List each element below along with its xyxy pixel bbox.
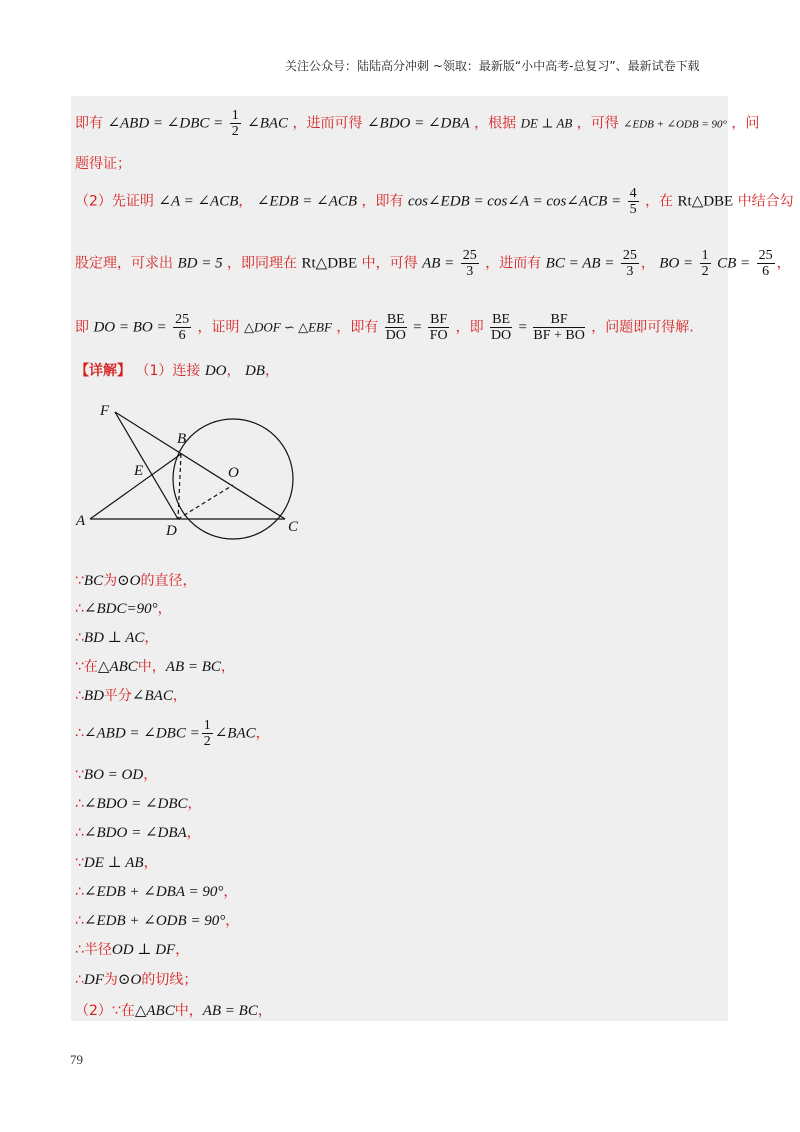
proof-tail: ， bbox=[220, 659, 235, 675]
proof-line bbox=[75, 1000, 272, 1020]
proof-post: 平分 bbox=[103, 688, 132, 704]
proof-sym: ∴ bbox=[75, 601, 84, 617]
proof-post: 为 bbox=[103, 573, 118, 589]
proof-post: ， bbox=[144, 630, 159, 646]
proof-sym: ∴ bbox=[75, 913, 84, 929]
proof-sym: ∴ bbox=[75, 942, 84, 958]
proof-post: 为 bbox=[103, 972, 118, 988]
proof-tail: 的切线； bbox=[141, 972, 198, 988]
proof-math: BO = OD bbox=[83, 767, 144, 783]
proof-math2: AB = BC bbox=[165, 659, 221, 675]
proof-math: BD bbox=[83, 688, 104, 704]
proof-line bbox=[75, 881, 237, 901]
analysis-line-5: 即 DO = BO = $\frac{25}{6}$ ，证明 △DOF ∽ △EBF ，即有 $\frac{BE}{DO}$ = $\frac{BF}{FO}$ ，即 $\frac{BE}{DO}$ = $\frac{BF}{BF + BO}$ ，问题即可得解. bbox=[75, 312, 694, 343]
proof-post: 中， bbox=[174, 1003, 203, 1019]
geometry-figure bbox=[70, 395, 320, 555]
detail-heading: 【详解】 （1）连接 DO， DB， bbox=[75, 363, 279, 379]
proof-math: ∠EDB + ∠DBA = 90° bbox=[83, 884, 224, 900]
proof-math: OD ⊥ DF bbox=[111, 942, 176, 958]
proof-math2: ∠BAC bbox=[214, 725, 256, 742]
proof-line bbox=[75, 939, 189, 959]
proof-tail: ， bbox=[257, 1003, 272, 1019]
fraction: $\frac{1}{2}$ bbox=[231, 108, 239, 139]
proof-pre: 半径 bbox=[83, 942, 112, 958]
proof-post: ， bbox=[186, 825, 201, 841]
proof-math: ∠EDB + ∠ODB = 90° bbox=[83, 913, 226, 929]
segment-fd bbox=[115, 412, 178, 519]
page-header: 关注公众号：陆陆高分冲刺 ~领取：最新版“小中高考-总复习”、最新试卷下载 bbox=[285, 59, 700, 73]
label-c: C bbox=[288, 519, 299, 535]
proof-sym: ∴ bbox=[75, 688, 84, 704]
proof-sym: ∴ bbox=[75, 796, 84, 812]
proof-math: DF bbox=[83, 972, 104, 988]
proof-sym: ∵ bbox=[75, 855, 84, 871]
proof-line bbox=[75, 685, 187, 705]
label-a: A bbox=[76, 513, 86, 529]
proof-post: ， bbox=[157, 601, 172, 617]
proof-math: ∠ABD = ∠DBC = bbox=[83, 725, 200, 742]
proof-sym: ∴ bbox=[75, 630, 84, 646]
proof-math: ∠BDO = ∠DBA bbox=[83, 825, 187, 841]
proof-math: DE ⊥ AB bbox=[83, 855, 144, 871]
proof-math2: AB = BC bbox=[202, 1003, 258, 1019]
proof-line bbox=[75, 598, 172, 618]
proof-line bbox=[75, 822, 201, 842]
analysis-line-4: 股定理，可求出 BD = 5 ，即同理在 Rt△DBE 中，可得 AB = $\frac{25}{3}$ ，进而有 BC = AB = $\frac{25}{3}$ ， BO = $\frac{1}{2}$ CB = $\frac{25}{6}$ ， bbox=[75, 248, 791, 279]
proof-sym: （2）∵ bbox=[75, 1003, 121, 1019]
proof-math: BC bbox=[83, 573, 104, 589]
proof-post: ， bbox=[143, 767, 158, 783]
proof-math2: ⊙O bbox=[117, 972, 142, 988]
proof-math: BD ⊥ AC bbox=[83, 630, 145, 646]
label-d: D bbox=[166, 523, 177, 539]
label-o: O bbox=[228, 465, 239, 481]
analysis-line-1: 即有 ∠ABD = ∠DBC = $\frac{1}{2}$ ∠BAC ，进而可得 ∠BDO = ∠DBA ，根据 DE ⊥ AB ，可得 ∠EDB + ∠ODB = 90° ，问 bbox=[75, 108, 760, 139]
proof-line bbox=[75, 764, 157, 784]
label-b: B bbox=[177, 431, 187, 447]
label-f: F bbox=[100, 403, 110, 419]
proof-line bbox=[75, 570, 197, 590]
proof-math: △ABC bbox=[134, 1003, 175, 1019]
proof-math2: ∠BAC bbox=[131, 688, 173, 704]
proof-sym: ∴ bbox=[75, 725, 84, 742]
proof-pre: 在 bbox=[83, 659, 98, 675]
proof-post: ， bbox=[187, 796, 202, 812]
label-e: E bbox=[134, 463, 144, 479]
proof-sym: ∵ bbox=[75, 767, 84, 783]
proof-tail: ， bbox=[255, 725, 270, 742]
analysis-line-3: （2）先证明 ∠A = ∠ACB， ∠EDB = ∠ACB ，即有 cos∠EDB = cos∠A = cos∠ACB = $\frac{4}{5}$ ，在 Rt△DBE 中结合勾 bbox=[75, 186, 794, 217]
proof-line bbox=[75, 969, 197, 989]
proof-line bbox=[75, 656, 235, 676]
page-number: 79 bbox=[70, 1052, 83, 1067]
proof-line bbox=[75, 627, 158, 647]
proof-sym: ∴ bbox=[75, 884, 84, 900]
proof-math2: ⊙O bbox=[117, 573, 141, 589]
analysis-line-2: 题得证； bbox=[75, 156, 131, 172]
proof-sym: ∴ bbox=[75, 825, 84, 841]
proof-sym: ∵ bbox=[75, 659, 84, 675]
proof-line bbox=[75, 910, 239, 930]
proof-tail: 的直径， bbox=[140, 573, 197, 589]
proof-line bbox=[75, 852, 158, 872]
proof-sym: ∵ bbox=[75, 573, 84, 589]
proof-math: ∠BDO = ∠DBC bbox=[83, 796, 188, 812]
proof-post: ， bbox=[143, 855, 158, 871]
fraction: $\frac{1}{2}$ bbox=[203, 718, 211, 749]
proof-sym: ∴ bbox=[75, 972, 84, 988]
proof-line bbox=[75, 718, 270, 749]
proof-math: ∠BDC=90° bbox=[83, 601, 158, 617]
proof-pre: 在 bbox=[120, 1003, 135, 1019]
proof-post: 中， bbox=[137, 659, 166, 675]
proof-post: ， bbox=[175, 942, 190, 958]
proof-math: △ABC bbox=[97, 659, 138, 675]
proof-tail: ， bbox=[172, 688, 187, 704]
segment-do bbox=[178, 485, 233, 519]
proof-post: ， bbox=[223, 884, 238, 900]
proof-post: ， bbox=[225, 913, 240, 929]
proof-line bbox=[75, 793, 202, 813]
